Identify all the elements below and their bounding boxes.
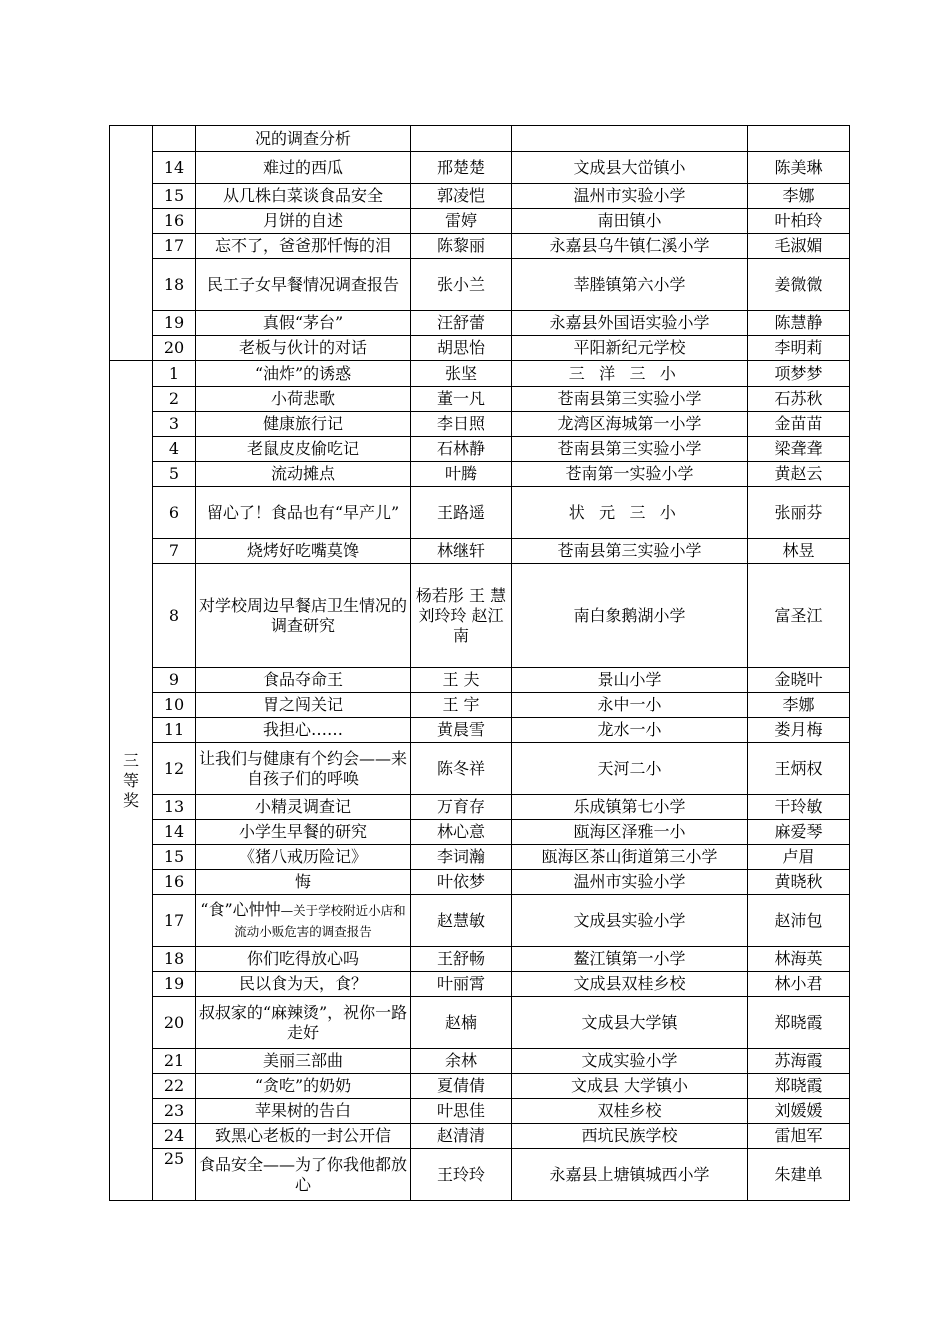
- entry-title-text: 流动摊点: [270, 464, 335, 483]
- table-row: [110, 1099, 850, 1124]
- entry-title: [196, 795, 411, 820]
- table-row: [110, 743, 850, 795]
- row-number: 22: [153, 1074, 196, 1099]
- entry-title: [196, 209, 411, 234]
- table-row: [110, 311, 850, 336]
- entry-title: [196, 412, 411, 437]
- entry-teacher: 张丽芬: [748, 487, 850, 539]
- entry-title: [196, 997, 411, 1049]
- table-row: [110, 820, 850, 845]
- entry-school: 莘塍镇第六小学: [512, 259, 748, 311]
- entry-title: [196, 184, 411, 209]
- award-level-char: 三: [122, 750, 139, 770]
- entry-title: [196, 895, 411, 947]
- table-row: [110, 1124, 850, 1149]
- entry-teacher: 叶柏玲: [748, 209, 850, 234]
- entry-title: [196, 947, 411, 972]
- row-number: 12: [153, 743, 196, 795]
- entry-author: 黄晨雪: [411, 718, 512, 743]
- entry-title-text: 叔叔家的“麻辣烫”，祝你一路走好: [198, 1002, 408, 1042]
- entry-title: [196, 668, 411, 693]
- award-level-continued: [110, 126, 153, 361]
- entry-title-text: 胃之闯关记: [262, 695, 343, 714]
- table-row: [110, 997, 850, 1049]
- entry-teacher: 富圣江: [748, 564, 850, 668]
- awards-table-body: [110, 126, 850, 1201]
- table-row: [110, 487, 850, 539]
- entry-title: [196, 564, 411, 668]
- table-row: [110, 870, 850, 895]
- entry-title: [196, 1124, 411, 1149]
- entry-author: 叶丽霄: [411, 972, 512, 997]
- entry-teacher: 赵沛包: [748, 895, 850, 947]
- row-number: 9: [153, 668, 196, 693]
- entry-school: 西坑民族学校: [512, 1124, 748, 1149]
- entry-title: [196, 361, 411, 387]
- entry-title: [196, 259, 411, 311]
- entry-title-text: 你们吃得放心吗: [246, 949, 359, 968]
- entry-school: 三洋三小: [512, 361, 748, 387]
- entry-title-text: 美丽三部曲: [262, 1051, 343, 1070]
- entry-title-text: 悔: [294, 872, 311, 891]
- entry-teacher: 朱建单: [748, 1149, 850, 1201]
- entry-title: [196, 743, 411, 795]
- entry-author: 雷婷: [411, 209, 512, 234]
- entry-author: 张小兰: [411, 259, 512, 311]
- entry-teacher: 苏海霞: [748, 1049, 850, 1074]
- entry-title-text: 《猪八戒历险记》: [238, 847, 367, 866]
- entry-title-text: 老鼠皮皮偷吃记: [246, 439, 359, 458]
- entry-author: 叶依梦: [411, 870, 512, 895]
- awards-table: [109, 125, 850, 1201]
- entry-school: 南白象鹅湖小学: [512, 564, 748, 668]
- entry-title: [196, 462, 411, 487]
- entry-title: [196, 1074, 411, 1099]
- table-row: [110, 795, 850, 820]
- entry-subtitle-text: —关于学校附近小店和流动小贩危害的调查报告: [234, 902, 406, 939]
- entry-title-text: 致黑心老板的一封公开信: [214, 1126, 391, 1145]
- entry-school: 永嘉县外国语实验小学: [512, 311, 748, 336]
- entry-author: [411, 126, 512, 152]
- entry-teacher: 雷旭军: [748, 1124, 850, 1149]
- row-number: 7: [153, 539, 196, 564]
- row-number: 11: [153, 718, 196, 743]
- entry-author: 张坚: [411, 361, 512, 387]
- entry-school: 永嘉县乌牛镇仁溪小学: [512, 234, 748, 259]
- table-row: [110, 259, 850, 311]
- row-number: 24: [153, 1124, 196, 1149]
- entry-author: 王 夫: [411, 668, 512, 693]
- entry-school: 文成县 大学镇小: [512, 1074, 748, 1099]
- row-number: 16: [153, 209, 196, 234]
- entry-title: [196, 336, 411, 361]
- entry-teacher: 毛淑媚: [748, 234, 850, 259]
- entry-school: 景山小学: [512, 668, 748, 693]
- entry-title-text: 让我们与健康有个约会——来自孩子们的呼唤: [198, 748, 407, 788]
- entry-teacher: 林小君: [748, 972, 850, 997]
- entry-author: 陈冬祥: [411, 743, 512, 795]
- entry-author: 李词瀚: [411, 845, 512, 870]
- table-row: [110, 152, 850, 184]
- row-number: 8: [153, 564, 196, 668]
- entry-author: 王路遥: [411, 487, 512, 539]
- entry-author: 石林静: [411, 437, 512, 462]
- entry-school: 文成县大峃镇小: [512, 152, 748, 184]
- entry-title: [196, 972, 411, 997]
- row-number: 25: [153, 1149, 196, 1201]
- row-number: 5: [153, 462, 196, 487]
- entry-teacher: 郑晓霞: [748, 1074, 850, 1099]
- entry-title-text: 我担心……: [262, 720, 343, 739]
- row-number: 16: [153, 870, 196, 895]
- table-row: [110, 1074, 850, 1099]
- row-number: 18: [153, 259, 196, 311]
- row-number: 18: [153, 947, 196, 972]
- entry-school: 乐成镇第七小学: [512, 795, 748, 820]
- entry-author: 陈黎丽: [411, 234, 512, 259]
- entry-title-text: 难过的西瓜: [262, 157, 343, 177]
- entry-title: [196, 870, 411, 895]
- table-row: [110, 693, 850, 718]
- entry-school: 状元三小: [512, 487, 748, 539]
- table-row: [110, 361, 850, 387]
- entry-teacher: 金苗苗: [748, 412, 850, 437]
- entry-title-text: 小学生早餐的研究: [238, 822, 367, 841]
- entry-author: 夏倩倩: [411, 1074, 512, 1099]
- table-row: [110, 336, 850, 361]
- entry-title-text: 月饼的自述: [262, 211, 343, 230]
- entry-title: [196, 437, 411, 462]
- table-row: [110, 668, 850, 693]
- table-row: [110, 437, 850, 462]
- entry-teacher: 黄晓秋: [748, 870, 850, 895]
- table-row: [110, 234, 850, 259]
- entry-school: 双桂乡校: [512, 1099, 748, 1124]
- entry-title: [196, 1149, 411, 1201]
- entry-title: [196, 1099, 411, 1124]
- row-number: 13: [153, 795, 196, 820]
- entry-teacher: 陈美琳: [748, 152, 850, 184]
- entry-author: 赵慧敏: [411, 895, 512, 947]
- row-number: 17: [153, 234, 196, 259]
- entry-title-text: 民以食为天，食？: [238, 974, 367, 993]
- table-row: [110, 1149, 850, 1201]
- entry-teacher: 林海英: [748, 947, 850, 972]
- entry-school: 文成县双桂乡校: [512, 972, 748, 997]
- entry-title: [196, 152, 411, 184]
- entry-school: 温州市实验小学: [512, 184, 748, 209]
- entry-teacher: 干玲敏: [748, 795, 850, 820]
- entry-teacher: 李明莉: [748, 336, 850, 361]
- entry-author: 王玲玲: [411, 1149, 512, 1201]
- entry-author: 胡思怡: [411, 336, 512, 361]
- entry-teacher: 李娜: [748, 184, 850, 209]
- entry-school: 文成县大学镇: [512, 997, 748, 1049]
- entry-teacher: 王炳权: [748, 743, 850, 795]
- entry-title-text: 食品安全——为了你我他都放心: [198, 1154, 407, 1194]
- row-number: 14: [153, 820, 196, 845]
- table-row: [110, 972, 850, 997]
- entry-teacher: 麻爱琴: [748, 820, 850, 845]
- entry-school: 龙湾区海城第一小学: [512, 412, 748, 437]
- entry-author: 郭凌恺: [411, 184, 512, 209]
- table-row: [110, 1049, 850, 1074]
- entry-teacher: 金晓叶: [748, 668, 850, 693]
- table-row: [110, 126, 850, 152]
- entry-school: 文成实验小学: [512, 1049, 748, 1074]
- entry-title: [196, 1049, 411, 1074]
- row-number: 21: [153, 1049, 196, 1074]
- entry-title-text: 民工子女早餐情况调查报告: [206, 274, 399, 294]
- entry-school: 永中一小: [512, 693, 748, 718]
- entry-author: 李日照: [411, 412, 512, 437]
- entry-title-text: 食品夺命王: [262, 670, 343, 689]
- award-level-third: [110, 361, 153, 1201]
- entry-title: [196, 718, 411, 743]
- entry-title: [196, 820, 411, 845]
- entry-author: 叶思佳: [411, 1099, 512, 1124]
- entry-teacher: 林昱: [748, 539, 850, 564]
- entry-school: 瓯海区泽雅一小: [512, 820, 748, 845]
- table-row: [110, 947, 850, 972]
- entry-title-text: 从几株白菜谈食品安全: [222, 186, 383, 205]
- entry-author: 林心意: [411, 820, 512, 845]
- entry-author: 万育存: [411, 795, 512, 820]
- row-number: 14: [153, 152, 196, 184]
- entry-teacher: 姜微微: [748, 259, 850, 311]
- table-row: [110, 412, 850, 437]
- row-number: 10: [153, 693, 196, 718]
- table-row: [110, 184, 850, 209]
- entry-school: 文成县实验小学: [512, 895, 748, 947]
- entry-author: 杨若彤 王 慧 刘玲玲 赵江南: [411, 564, 512, 668]
- row-number: 15: [153, 845, 196, 870]
- table-row: [110, 895, 850, 947]
- entry-school: 苍南县第三实验小学: [512, 387, 748, 412]
- entry-title-text: 苹果树的告白: [254, 1101, 351, 1120]
- row-number: 2: [153, 387, 196, 412]
- entry-title: [196, 487, 411, 539]
- table-row: [110, 462, 850, 487]
- entry-author: 邢楚楚: [411, 152, 512, 184]
- entry-teacher: 李娜: [748, 693, 850, 718]
- row-number: 4: [153, 437, 196, 462]
- entry-school: 温州市实验小学: [512, 870, 748, 895]
- entry-title: [196, 539, 411, 564]
- entry-school: 瓯海区茶山街道第三小学: [512, 845, 748, 870]
- entry-title-text: “贪吃”的奶奶: [254, 1076, 352, 1095]
- entry-school: 苍南县第三实验小学: [512, 539, 748, 564]
- entry-school: 平阳新纪元学校: [512, 336, 748, 361]
- table-row: [110, 209, 850, 234]
- entry-title-text: “油炸”的诱惑: [254, 363, 352, 383]
- entry-author: 董一凡: [411, 387, 512, 412]
- entry-teacher: 刘媛媛: [748, 1099, 850, 1124]
- entry-school: 天河二小: [512, 743, 748, 795]
- table-row: [110, 718, 850, 743]
- entry-teacher: 石苏秋: [748, 387, 850, 412]
- entry-title-text: 小精灵调查记: [254, 797, 351, 816]
- entry-title-text: 小荷悲歌: [270, 389, 335, 408]
- entry-title-text: 况的调查分析: [254, 128, 351, 148]
- row-number: 20: [153, 336, 196, 361]
- entry-title-text: 烧烤好吃嘴莫馋: [246, 541, 359, 560]
- entry-author: 王舒畅: [411, 947, 512, 972]
- table-row: [110, 845, 850, 870]
- entry-teacher: 陈慧静: [748, 311, 850, 336]
- table-row: [110, 564, 850, 668]
- entry-title: [196, 311, 411, 336]
- entry-author: 汪舒蕾: [411, 311, 512, 336]
- row-number: 1: [153, 361, 196, 387]
- entry-title-text: “食”心忡忡: [200, 899, 281, 919]
- entry-title-text: 真假“茅台”: [262, 313, 344, 332]
- entry-teacher: [748, 126, 850, 152]
- row-number: 20: [153, 997, 196, 1049]
- entry-title-text: 老板与伙计的对话: [238, 338, 367, 357]
- row-number: 19: [153, 311, 196, 336]
- entry-school: 南田镇小: [512, 209, 748, 234]
- entry-author: 王 宇: [411, 693, 512, 718]
- entry-title-text: 忘不了，爸爸那忏悔的泪: [214, 236, 391, 255]
- row-number: 23: [153, 1099, 196, 1124]
- row-number: 3: [153, 412, 196, 437]
- entry-title-text: 健康旅行记: [262, 414, 343, 433]
- entry-teacher: 娄月梅: [748, 718, 850, 743]
- table-row: [110, 387, 850, 412]
- entry-teacher: 黄赵云: [748, 462, 850, 487]
- row-number: 6: [153, 487, 196, 539]
- entry-title: [196, 126, 411, 152]
- entry-school: 永嘉县上塘镇城西小学: [512, 1149, 748, 1201]
- row-number: 15: [153, 184, 196, 209]
- entry-title: [196, 693, 411, 718]
- award-level-char: 奖: [122, 790, 139, 810]
- entry-author: 余林: [411, 1049, 512, 1074]
- entry-teacher: 卢眉: [748, 845, 850, 870]
- table-row: [110, 539, 850, 564]
- entry-author: 赵楠: [411, 997, 512, 1049]
- entry-school: 龙水一小: [512, 718, 748, 743]
- row-number: [153, 126, 196, 152]
- entry-teacher: 梁聋聋: [748, 437, 850, 462]
- row-number: 17: [153, 895, 196, 947]
- entry-school: 苍南第一实验小学: [512, 462, 748, 487]
- entry-title: [196, 387, 411, 412]
- entry-author: 赵清清: [411, 1124, 512, 1149]
- entry-teacher: 郑晓霞: [748, 997, 850, 1049]
- entry-teacher: 项梦梦: [748, 361, 850, 387]
- entry-title: [196, 845, 411, 870]
- entry-author: 叶腾: [411, 462, 512, 487]
- entry-title: [196, 234, 411, 259]
- entry-title-text: 留心了！食品也有“早产儿”: [206, 502, 400, 522]
- entry-school: 苍南县第三实验小学: [512, 437, 748, 462]
- row-number: 19: [153, 972, 196, 997]
- entry-author: 林继轩: [411, 539, 512, 564]
- entry-title-text: 对学校周边早餐店卫生情况的调查研究: [198, 595, 407, 635]
- award-level-char: 等: [122, 770, 139, 790]
- entry-school: [512, 126, 748, 152]
- entry-school: 鳌江镇第一小学: [512, 947, 748, 972]
